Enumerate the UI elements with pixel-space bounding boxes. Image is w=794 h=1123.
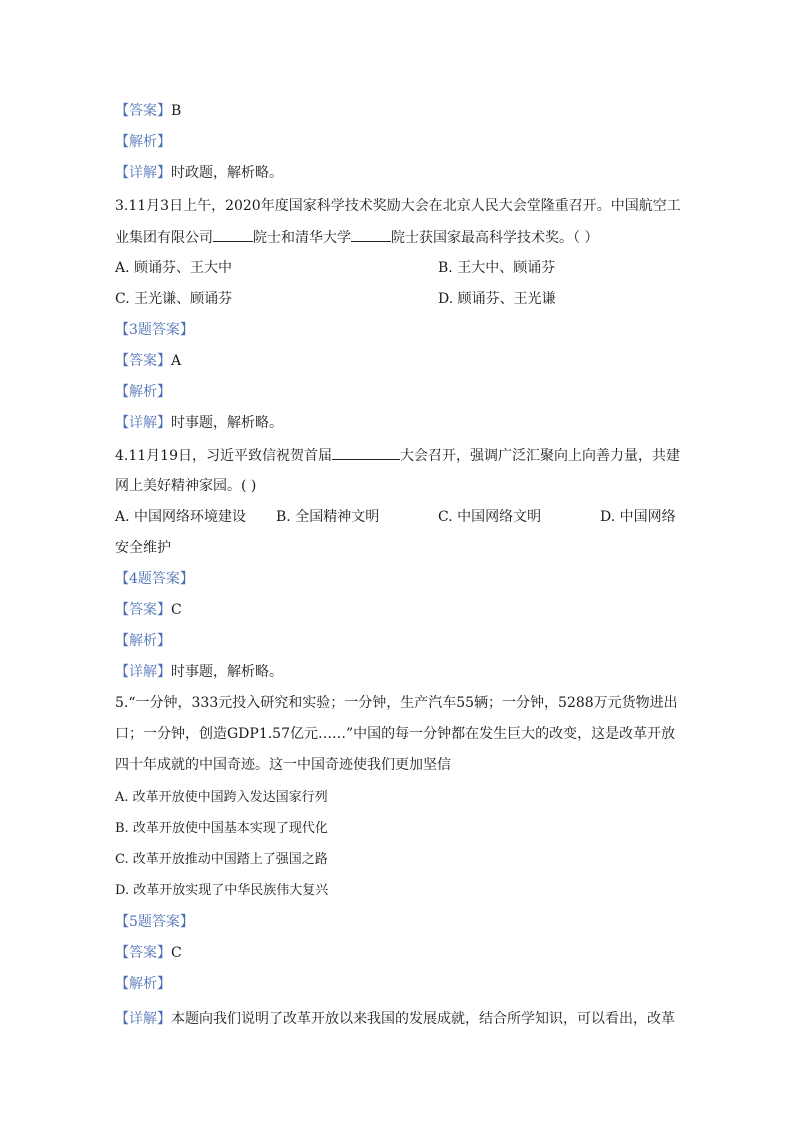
q3-stem-part-b: 院士和清华大学 <box>253 230 351 246</box>
q5-detail <box>115 1009 675 1029</box>
blank-line <box>213 227 253 242</box>
answer-value: C <box>171 602 182 618</box>
q3-stem-line2 <box>115 227 598 248</box>
detail-label: 【详解】 <box>115 165 171 181</box>
blank-line <box>351 227 391 242</box>
q2-answer <box>115 101 181 121</box>
q5-stem-line1: 5.“一分钟，333元投入研究和实验；一分钟，生产汽车55辆；一分钟，5288万元货物进出 <box>115 695 678 711</box>
q5-option-c: C. 改革开放推动中国踏上了强国之路 <box>115 852 328 867</box>
detail-label: 【详解】 <box>115 664 171 680</box>
q4-stem-part-b: 大会召开，强调广泛汇聚向上向善力量，共建 <box>400 448 680 464</box>
q4-stem-part-a: 4.11月19日，习近平致信祝贺首届 <box>115 448 332 464</box>
q2-detail <box>115 163 283 183</box>
q5-analysis-label: 【解析】 <box>115 976 171 992</box>
answer-label: 【答案】 <box>115 103 171 119</box>
q5-section-label: 【5题答案】 <box>115 914 194 930</box>
answer-value: A <box>171 353 182 369</box>
answer-label: 【答案】 <box>115 353 171 369</box>
detail-label: 【详解】 <box>115 1011 171 1027</box>
q4-analysis-label: 【解析】 <box>115 633 171 649</box>
q4-detail <box>115 662 283 682</box>
answer-label: 【答案】 <box>115 945 171 961</box>
q4-option-b: B. 全国精神文明 <box>276 509 380 525</box>
q4-stem-line1 <box>115 445 680 466</box>
blank-line <box>332 445 400 460</box>
q3-analysis-label: 【解析】 <box>115 384 171 400</box>
q5-option-d: D. 改革开放实现了中华民族伟大复兴 <box>115 883 329 898</box>
q3-stem-part-c: 院士获国家最高科学技术奖。（ ） <box>391 230 599 246</box>
detail-text: 时事题，解析略。 <box>171 664 283 680</box>
q4-option-a: A. 中国网络环境建设 <box>115 509 247 525</box>
q4-option-c: C. 中国网络文明 <box>438 509 542 525</box>
q3-stem-part-a: 业集团有限公司 <box>115 230 213 246</box>
q2-analysis-label: 【解析】 <box>115 134 171 150</box>
answer-label: 【答案】 <box>115 602 171 618</box>
q4-section-label: 【4题答案】 <box>115 571 194 587</box>
q3-stem-line1: 3.11月3日上午，2020年度国家科学技术奖励大会在北京人民大会堂隆重召开。中国航空工 <box>115 198 681 214</box>
q4-answer <box>115 600 182 620</box>
detail-text: 时事题，解析略。 <box>171 415 283 431</box>
detail-text: 本题向我们说明了改革开放以来我国的发展成就，结合所学知识，可以看出，改革 <box>171 1011 675 1027</box>
q3-option-d: D. 顾诵芬、王光谦 <box>438 291 556 307</box>
answer-value: B <box>171 103 182 119</box>
q3-detail <box>115 413 283 433</box>
q5-option-a: A. 改革开放使中国跨入发达国家行列 <box>115 790 328 805</box>
q4-stem-line2: 网上美好精神家园。( ) <box>115 478 257 494</box>
detail-text: 时政题，解析略。 <box>171 165 283 181</box>
q4-option-d: D. 中国网络 <box>600 509 676 525</box>
q4-option-d-cont: 安全维护 <box>115 540 171 556</box>
q3-option-c: C. 王光谦、顾诵芬 <box>115 291 233 307</box>
detail-label: 【详解】 <box>115 415 171 431</box>
q3-answer <box>115 351 181 371</box>
q5-stem-line3: 四十年成就的中国奇迹。这一中国奇迹使我们更加坚信 <box>115 757 451 773</box>
answer-value: C <box>171 945 182 961</box>
q5-option-b: B. 改革开放使中国基本实现了现代化 <box>115 821 328 836</box>
q5-stem-line2: 口；一分钟，创造GDP1.57亿元……”中国的每一分钟都在发生巨大的改变，这是改革开放 <box>115 726 676 742</box>
q3-section-label: 【3题答案】 <box>115 322 194 338</box>
q3-option-a: A. 顾诵芬、王大中 <box>115 260 233 276</box>
q3-option-b: B. 王大中、顾诵芬 <box>438 260 556 276</box>
q5-answer <box>115 943 182 963</box>
